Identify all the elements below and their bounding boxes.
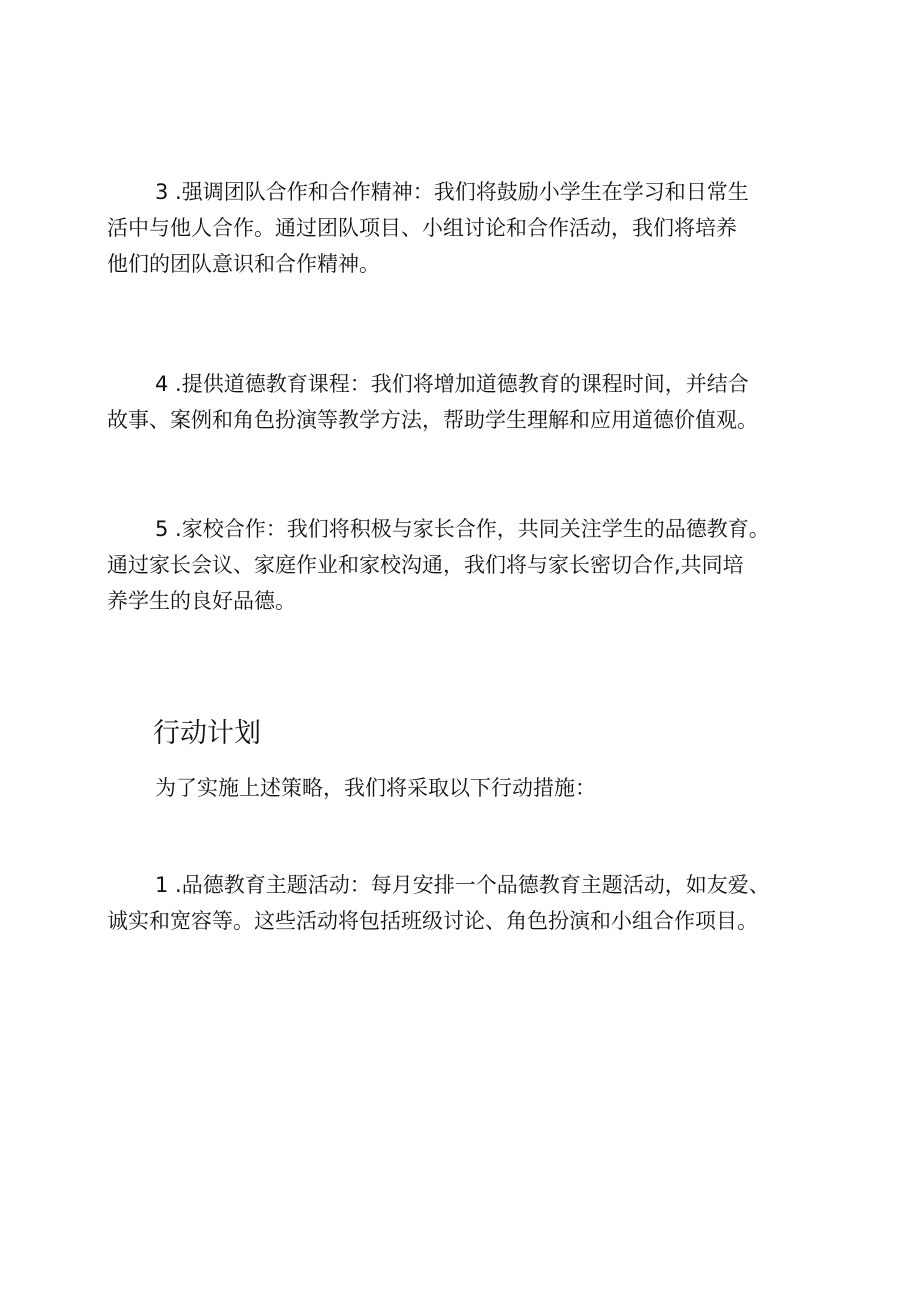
paragraph-line: 通过家长会议、家庭作业和家校沟通，我们将与家长密切合作,共同培	[107, 553, 744, 577]
paragraph-teamwork	[107, 174, 827, 282]
paragraph-line: 5 .家校合作：我们将积极与家长合作，共同关注学生的品德教育。	[155, 517, 770, 541]
paragraph-line: 诚实和宽容等。这些活动将包括班级讨论、角色扮演和小组合作项目。	[107, 909, 758, 933]
section-heading: 行动计划	[153, 718, 261, 749]
intro-line: 为了实施上述策略，我们将采取以下行动措施：	[155, 776, 596, 800]
paragraph-line: 活中与他人合作。通过团队项目、小组讨论和合作活动，我们将培养	[107, 216, 737, 240]
paragraph-line: 4 .提供道德教育课程：我们将增加道德教育的课程时间，并结合	[155, 372, 749, 396]
paragraph-moral-courses	[107, 366, 827, 438]
paragraph-line: 养学生的良好品德。	[107, 589, 296, 613]
intro-paragraph	[107, 770, 827, 806]
paragraph-home-school	[107, 511, 827, 619]
paragraph-line: 故事、案例和角色扮演等教学方法，帮助学生理解和应用道德价值观。	[107, 408, 758, 432]
paragraph-line: 3 .强调团队合作和合作精神：我们将鼓励小学生在学习和日常生	[155, 180, 749, 204]
paragraph-line: 他们的团队意识和合作精神。	[107, 252, 380, 276]
action-item-1	[107, 867, 827, 939]
paragraph-line: 1 .品德教育主题活动：每月安排一个品德教育主题活动，如友爱、	[155, 873, 770, 897]
